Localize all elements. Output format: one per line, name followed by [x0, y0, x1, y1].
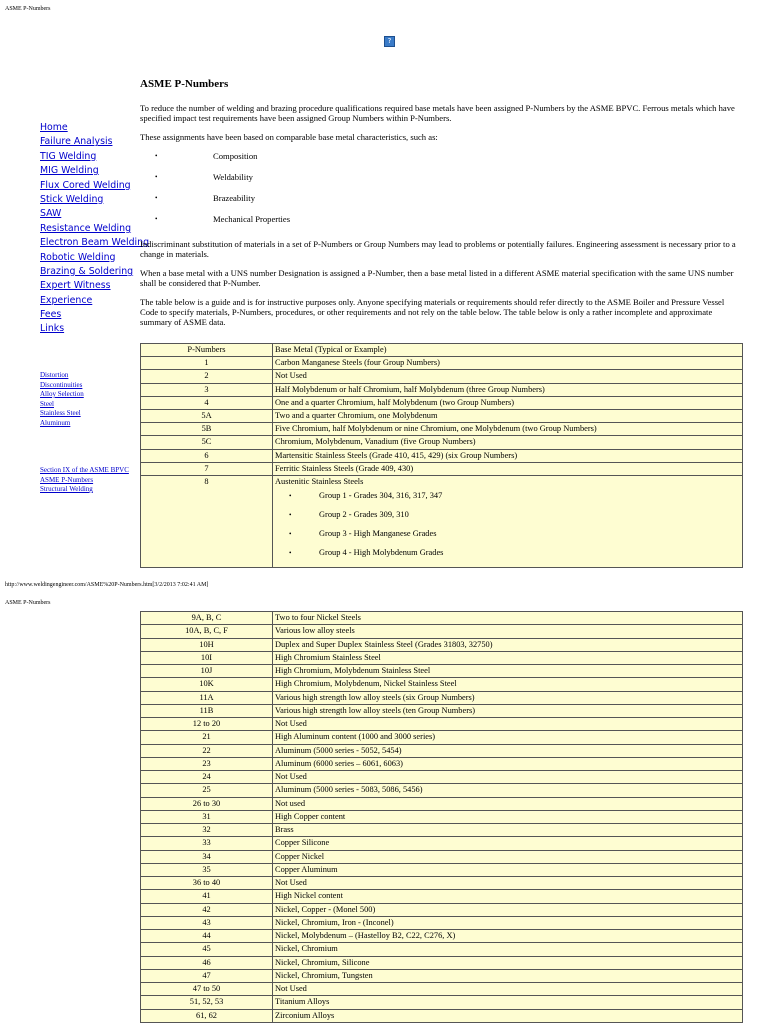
main-content [140, 79, 744, 336]
base-metal-cell: Nickel, Molybdenum – (Hastelloy B2, C22, C276, X) [273, 930, 743, 943]
base-metal-cell: High Chromium, Molybdenum, Nickel Stainless Steel [273, 678, 743, 691]
p-number-table-continued [140, 611, 743, 1023]
table-row [141, 996, 743, 1009]
table-row [141, 691, 743, 704]
base-metal-cell: High Aluminum content (1000 and 3000 series) [273, 731, 743, 744]
table-row [141, 850, 743, 863]
footer-url: http://www.weldingengineer.com/ASME%20P-Numbers.htm[3/2/2013 7:02:41 AM] [5, 582, 209, 588]
table-header-base-metal: Base Metal (Typical or Example) [273, 344, 743, 357]
pnumber-cell: 10I [141, 651, 273, 664]
pnumber-cell: 4 [141, 396, 273, 409]
main-nav [40, 121, 150, 337]
table-row [141, 837, 743, 850]
table-row [141, 612, 743, 625]
pnumber-cell: 2 [141, 370, 273, 383]
materials-link-steel[interactable]: Steel [40, 399, 54, 408]
pnumber-cell: 23 [141, 757, 273, 770]
table-row [141, 784, 743, 797]
nav-link-saw[interactable]: SAW [40, 208, 62, 220]
base-metal-cell: Not Used [273, 877, 743, 890]
nav-link-resistance-welding[interactable]: Resistance Welding [40, 222, 132, 234]
page-title: ASME P-Numbers [140, 78, 229, 90]
pnumber-cell: 10H [141, 638, 273, 651]
base-metal-cell: Nickel, Copper - (Monel 500) [273, 903, 743, 916]
base-metal-cell: Ferritic Stainless Steels (Grade 409, 430) [273, 462, 743, 475]
pnumber-cell: 10K [141, 678, 273, 691]
nav-link-failure-analysis[interactable]: Failure Analysis [40, 136, 113, 148]
second-page-header-label: ASME P-Numbers [5, 600, 51, 606]
table-row [141, 678, 743, 691]
materials-link-discontinuities[interactable]: Discontinuities [40, 380, 83, 389]
group-item: • Group 4 - High Molybdenum Grades [275, 548, 740, 567]
base-metal-cell: Nickel, Chromium, Tungsten [273, 969, 743, 982]
base-metal-cell: Not used [273, 797, 743, 810]
base-metal-cell: Two to four Nickel Steels [273, 612, 743, 625]
nav-link-mig-welding[interactable]: MIG Welding [40, 165, 99, 177]
pnumber-cell: 5B [141, 423, 273, 436]
pnumber-cell: 5C [141, 436, 273, 449]
base-metal-cell: Nickel, Chromium, Silicone [273, 956, 743, 969]
table-row [141, 810, 743, 823]
base-metal-cell: High Nickel content [273, 890, 743, 903]
base-metal-cell: Carbon Manganese Steels (four Group Numbers) [273, 357, 743, 370]
pnumber-cell: 1 [141, 357, 273, 370]
base-metal-cell: Martensitic Stainless Steels (Grade 410, 415, 429) (six Group Numbers) [273, 449, 743, 462]
base-metal-cell: Not Used [273, 718, 743, 731]
base-metal-cell: High Chromium Stainless Steel [273, 651, 743, 664]
pnumber-cell: 21 [141, 731, 273, 744]
pnumber-cell: 34 [141, 850, 273, 863]
materials-links [40, 371, 84, 428]
table-row [141, 396, 743, 409]
table-row [141, 704, 743, 717]
base-metal-cell: Aluminum (6000 series – 6061, 6063) [273, 757, 743, 770]
base-metal-cell: Not Used [273, 370, 743, 383]
pnumber-cell: 44 [141, 930, 273, 943]
table-row [141, 956, 743, 969]
pnumber-cell: 5A [141, 409, 273, 422]
base-metal-cell: Half Molybdenum or half Chromium, half Molybdenum (three Group Numbers) [273, 383, 743, 396]
pnumber-cell: 51, 52, 53 [141, 996, 273, 1009]
pnumber-cell: 10J [141, 665, 273, 678]
nav-link-brazing-soldering[interactable]: Brazing & Soldering [40, 265, 134, 277]
table-row [141, 890, 743, 903]
table-row [141, 357, 743, 370]
table-row [141, 370, 743, 383]
property-item: • Composition [140, 151, 744, 172]
pnumber-cell: 47 to 50 [141, 983, 273, 996]
table-row [141, 877, 743, 890]
table-header-pnumber: P-Numbers [141, 344, 273, 357]
pnumber-cell: 31 [141, 810, 273, 823]
table-row [141, 651, 743, 664]
base-metal-cell: High Copper content [273, 810, 743, 823]
base-metal-cell: Copper Silicone [273, 837, 743, 850]
pnumber-cell: 41 [141, 890, 273, 903]
materials-link-distortion[interactable]: Distortion [40, 371, 69, 379]
base-metal-cell: Not Used [273, 771, 743, 784]
property-item: • Brazeability [140, 193, 744, 214]
pnumber-cell: 33 [141, 837, 273, 850]
materials-link-aluminum[interactable]: Aluminum [40, 418, 71, 427]
property-item: • Weldability [140, 172, 744, 193]
pnumber-cell: 36 to 40 [141, 877, 273, 890]
group-item: • Group 2 - Grades 309, 310 [275, 510, 740, 529]
base-metal-cell: Copper Nickel [273, 850, 743, 863]
base-metal-cell: Aluminum (5000 series - 5052, 5454) [273, 744, 743, 757]
table-row [141, 462, 743, 475]
group-item: • Group 1 - Grades 304, 316, 317, 347 [275, 491, 740, 510]
base-metal-cell: Duplex and Super Duplex Stainless Steel (Grades 31803, 32750) [273, 638, 743, 651]
table-row [141, 930, 743, 943]
pnumber-cell: 35 [141, 863, 273, 876]
reference-link-structural-welding[interactable]: Structural Welding [40, 485, 93, 493]
austenitic-label: Austenitic Stainless Steels [275, 476, 364, 486]
pnumber-cell: 42 [141, 903, 273, 916]
table-row [141, 983, 743, 996]
intro-paragraph: To reduce the number of welding and brazing procedure qualifications required base metals have been assigned P-Numbers by the ASME BPVC. Ferrous metals which have specified impact test requirements have been assigned Group Numbers within P-Numbers. [140, 103, 735, 123]
austenitic-groups-list [275, 491, 740, 567]
pnumber-cell: 26 to 30 [141, 797, 273, 810]
pnumber-cell: 3 [141, 383, 273, 396]
pnumber-cell: 6 [141, 449, 273, 462]
base-metal-cell: Various high strength low alloy steels (ten Group Numbers) [273, 704, 743, 717]
base-metal-cell: Not Used [273, 983, 743, 996]
pnumber-cell: 8 [141, 475, 273, 567]
table-row [141, 916, 743, 929]
base-metal-cell: Two and a quarter Chromium, one Molybdenum [273, 409, 743, 422]
base-metal-cell: Nickel, Chromium [273, 943, 743, 956]
guide-paragraph: The table below is a guide and is for instructive purposes only. Anyone specifying materials or requirements should refer directly to the ASME Boiler and Pressure Vessel Code to specify materials, P-Numbers, procedures, or other requirements and not rely on the table below. The table below is only a rather incomplete and approximate summary of ASME data. [140, 297, 725, 327]
table-row [141, 718, 743, 731]
table-row [141, 797, 743, 810]
pnumber-cell: 25 [141, 784, 273, 797]
reference-links [40, 466, 129, 495]
table-row [141, 757, 743, 770]
nav-link-stick-welding[interactable]: Stick Welding [40, 193, 104, 205]
table-row [141, 903, 743, 916]
nav-link-fees[interactable]: Fees [40, 309, 62, 321]
base-metal-cell: Five Chromium, half Molybdenum or nine Chromium, one Molybdenum (two Group Numbers) [273, 423, 743, 436]
table-row [141, 771, 743, 784]
page-header-label: ASME P-Numbers [5, 6, 51, 12]
property-item: • Mechanical Properties [140, 214, 744, 235]
table-row [141, 383, 743, 396]
nav-link-electron-beam-welding[interactable]: Electron Beam Welding [40, 237, 150, 249]
properties-list [140, 151, 744, 235]
table-row [141, 969, 743, 982]
nav-link-experience[interactable]: Experience [40, 294, 93, 306]
base-metal-cell: Chromium, Molybdenum, Vanadium (five Group Numbers) [273, 436, 743, 449]
reference-link-asme-p-numbers[interactable]: ASME P-Numbers [40, 475, 94, 484]
table-row [141, 449, 743, 462]
nav-link-robotic-welding[interactable]: Robotic Welding [40, 251, 116, 263]
base-metal-cell: One and a quarter Chromium, half Molybdenum (two Group Numbers) [273, 396, 743, 409]
base-metal-cell: High Chromium, Molybdenum Stainless Steel [273, 665, 743, 678]
base-metal-cell: Titanium Alloys [273, 996, 743, 1009]
pnumber-cell: 43 [141, 916, 273, 929]
base-metal-cell: Nickel, Chromium, Iron - (Inconel) [273, 916, 743, 929]
materials-link-stainless-steel[interactable]: Stainless Steel [40, 409, 81, 417]
pnumber-cell: 22 [141, 744, 273, 757]
table-row [141, 423, 743, 436]
base-metal-cell [273, 475, 743, 567]
base-metal-cell: Aluminum (5000 series - 5083, 5086, 5456) [273, 784, 743, 797]
table-header-row [141, 344, 743, 357]
base-metal-cell: Brass [273, 824, 743, 837]
nav-link-home[interactable]: Home [40, 122, 68, 133]
table-row [141, 409, 743, 422]
table-row [141, 625, 743, 638]
p-number-table [140, 343, 743, 568]
nav-link-tig-welding[interactable]: TIG Welding [40, 150, 97, 162]
caution-paragraph: Indiscriminant substitution of materials in a set of P-Numbers or Group Numbers may lead to problems or potentially failures. Engineering assessment is necessary prior to a change in materials. [140, 239, 736, 259]
nav-link-flux-cored-welding[interactable]: Flux Cored Welding [40, 179, 131, 191]
reference-link-section-ix-of-the-asme-bpvc[interactable]: Section IX of the ASME BPVC [40, 466, 129, 474]
basis-paragraph: These assignments have been based on comparable base metal characteristics, such as: [140, 132, 438, 142]
table-row [141, 824, 743, 837]
nav-link-links[interactable]: Links [40, 323, 65, 335]
materials-link-alloy-selection[interactable]: Alloy Selection [40, 390, 84, 398]
pnumber-cell: 47 [141, 969, 273, 982]
help-icon[interactable]: ? [384, 36, 395, 47]
pnumber-cell: 9A, B, C [141, 612, 273, 625]
table-row [141, 744, 743, 757]
pnumber-cell: 32 [141, 824, 273, 837]
pnumber-cell: 11A [141, 691, 273, 704]
table-row [141, 1009, 743, 1022]
table-row-8 [141, 475, 743, 567]
table-row [141, 943, 743, 956]
base-metal-cell: Zirconium Alloys [273, 1009, 743, 1022]
base-metal-cell: Various high strength low alloy steels (six Group Numbers) [273, 691, 743, 704]
pnumber-cell: 12 to 20 [141, 718, 273, 731]
pnumber-cell: 7 [141, 462, 273, 475]
table-row [141, 665, 743, 678]
table-row [141, 436, 743, 449]
nav-link-expert-witness[interactable]: Expert Witness [40, 280, 111, 292]
pnumber-cell: 61, 62 [141, 1009, 273, 1022]
pnumber-cell: 24 [141, 771, 273, 784]
pnumber-cell: 46 [141, 956, 273, 969]
table-row [141, 638, 743, 651]
pnumber-cell: 10A, B, C, F [141, 625, 273, 638]
table-row [141, 731, 743, 744]
pnumber-cell: 11B [141, 704, 273, 717]
uns-paragraph: When a base metal with a UNS number Designation is assigned a P-Number, then a base metal listed in a different ASME material specification with the same UNS number shall be considered that P-Number. [140, 268, 734, 288]
table-row [141, 863, 743, 876]
pnumber-cell: 45 [141, 943, 273, 956]
group-item: • Group 3 - High Manganese Grades [275, 529, 740, 548]
base-metal-cell: Various low alloy steels [273, 625, 743, 638]
base-metal-cell: Copper Aluminum [273, 863, 743, 876]
